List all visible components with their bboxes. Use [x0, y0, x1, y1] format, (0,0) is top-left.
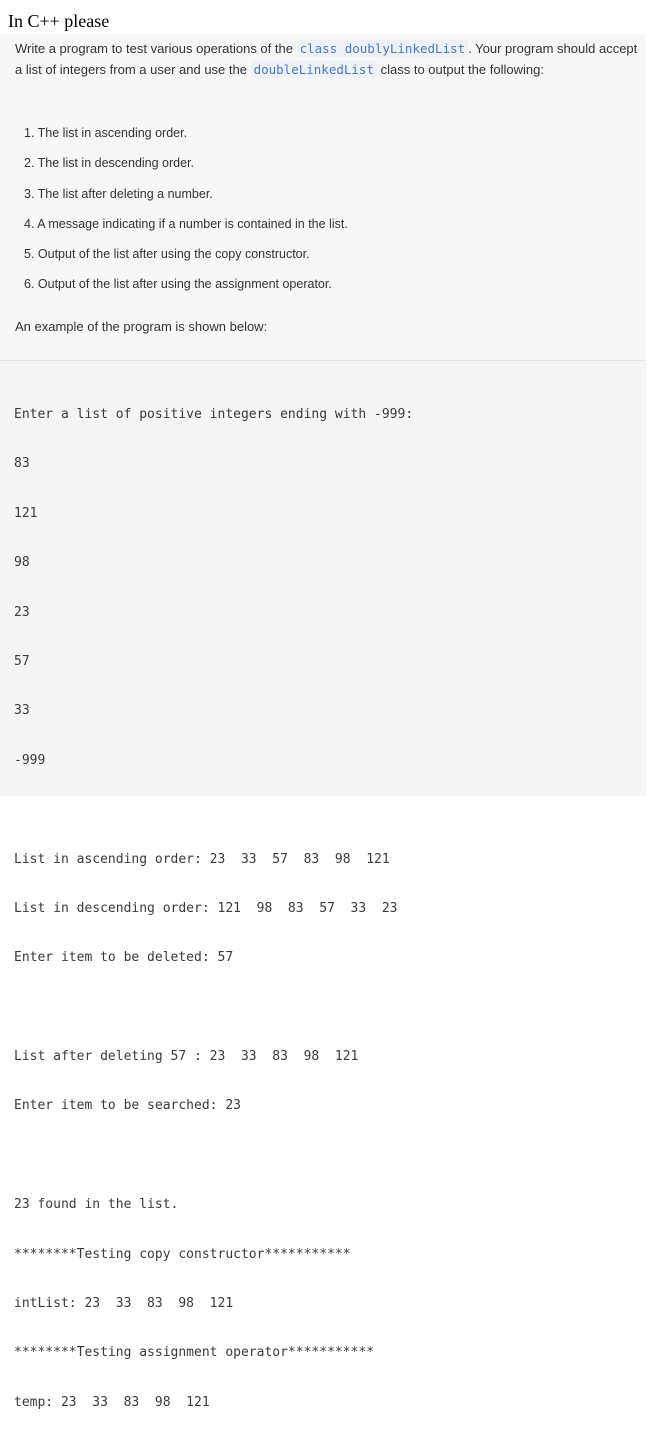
console-line	[14, 998, 413, 1017]
console-line	[14, 800, 413, 819]
console-line: 83	[14, 456, 30, 472]
intro-paragraph	[15, 38, 640, 80]
console-line: ********Testing assignment operator***********	[14, 1345, 375, 1361]
console-line: -999	[14, 752, 46, 768]
console-line: 121	[14, 505, 38, 521]
requirement-item: 4. A message indicating if a number is contained in the list.	[24, 216, 348, 231]
console-line: Enter item to be searched: 23	[14, 1098, 241, 1114]
requirement-item: 2. The list in descending order.	[24, 156, 195, 171]
console-line: intList: 23 33 83 98 121	[14, 1296, 234, 1312]
console-line: 33	[14, 703, 30, 719]
console-line: List in descending order: 121 98 83 57 33 23	[14, 900, 398, 916]
requirement-item: 3. The list after deleting a number.	[24, 186, 213, 201]
console-line: List in ascending order: 23 33 57 83 98 121	[14, 851, 390, 867]
page-heading: In C++ please	[8, 11, 110, 31]
problem-statement-panel	[0, 34, 646, 361]
sample-output-block	[0, 361, 646, 1410]
intro-text-3: class to output the following:	[377, 62, 544, 77]
console-output	[14, 375, 413, 1442]
requirements-list	[24, 122, 348, 304]
intro-text-1: Write a program to test various operations of the	[15, 41, 297, 56]
console-line: temp: 23 33 83 98 121	[14, 1394, 210, 1410]
console-line: 23 found in the list.	[14, 1197, 179, 1213]
inline-code-class-name-2: doubleLinkedList	[251, 61, 377, 78]
console-line	[14, 1146, 413, 1165]
console-line: 23	[14, 604, 30, 620]
console-line: Enter a list of positive integers ending with -999:	[14, 407, 414, 422]
console-line: List after deleting 57 : 23 33 83 98 121	[14, 1049, 359, 1065]
requirement-item: 1. The list in ascending order.	[24, 126, 188, 140]
requirement-item: 6. Output of the list after using the assignment operator.	[24, 277, 332, 292]
intro-text-2: . Your program should accept a list of integers from a user and use the	[15, 41, 638, 77]
console-line: ********Testing copy constructor***********	[14, 1246, 351, 1262]
console-line: Enter item to be deleted: 57	[14, 950, 234, 966]
console-line: 98	[14, 555, 30, 571]
example-intro-text: An example of the program is shown below:	[15, 319, 268, 334]
inline-code-class-name: class doublyLinkedList	[297, 40, 469, 57]
requirement-item: 5. Output of the list after using the copy constructor.	[24, 247, 310, 262]
console-line: 57	[14, 653, 30, 669]
